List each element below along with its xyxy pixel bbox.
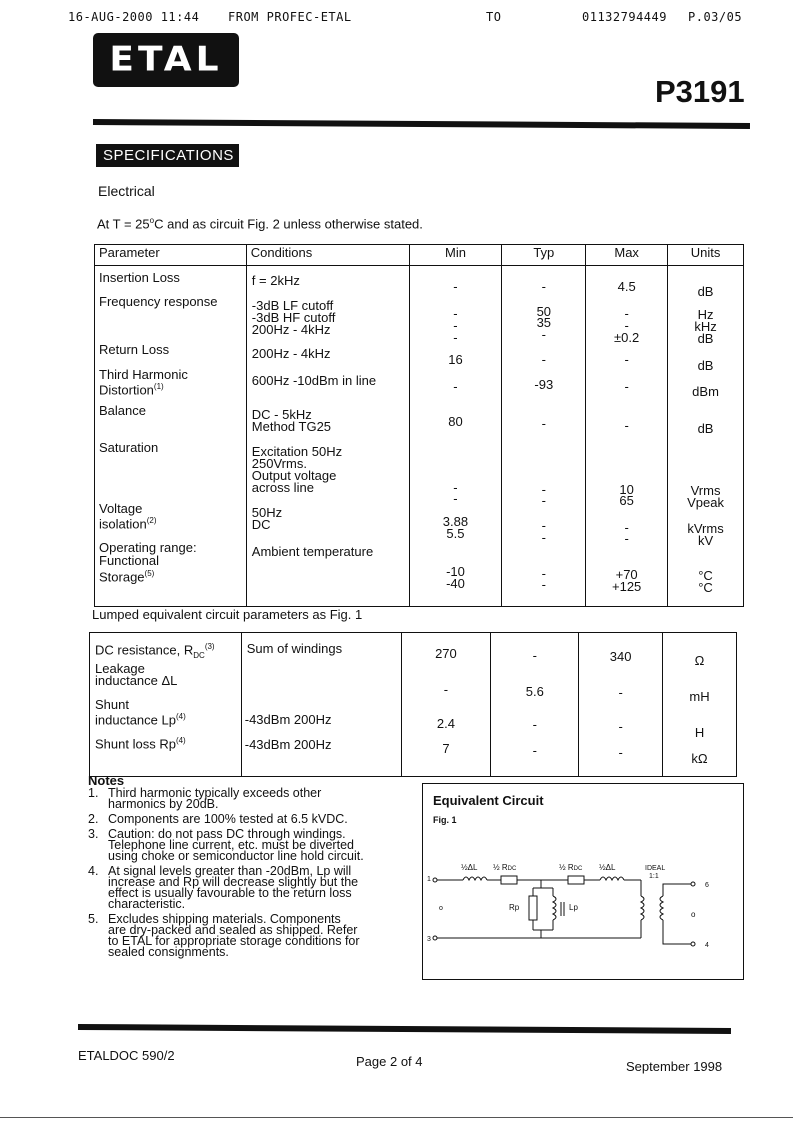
- label-half-rdc-1: ½ RDC: [493, 863, 517, 872]
- max-value: +70: [615, 567, 638, 582]
- cond-text: 600Hz -10dBm in line: [251, 373, 377, 388]
- units-value: kV: [697, 533, 714, 548]
- terminal-1: 1: [427, 876, 431, 883]
- fax-from: FROM PROFEC-ETAL: [228, 10, 352, 24]
- max-value: -: [624, 520, 629, 535]
- label-rp: Rp: [509, 903, 520, 912]
- param-text: inductance ΔL: [95, 673, 178, 688]
- min-value: 3.88: [442, 514, 469, 529]
- header-min: Min: [409, 245, 502, 266]
- min-value: 16: [448, 352, 463, 367]
- note-number: 4.: [88, 864, 99, 878]
- etal-logo: [93, 33, 239, 87]
- typ-value: -: [532, 648, 537, 663]
- max-value: 340: [609, 649, 632, 664]
- cond-text: Method TG25: [251, 419, 332, 434]
- units-value: kHz: [694, 319, 717, 334]
- header-max: Max: [586, 245, 668, 266]
- note-text: using choke or semiconductor line hold circuit.: [108, 849, 364, 863]
- param-text: Balance: [99, 403, 146, 418]
- footer-page: Page 2 of 4: [356, 1054, 423, 1069]
- units-value: Ω: [694, 653, 705, 668]
- cond-text: -43dBm 200Hz: [244, 712, 332, 727]
- max-value: +125: [612, 579, 642, 594]
- max-value: -: [624, 379, 629, 394]
- param-text: isolation$^{(2)}$: [99, 516, 157, 532]
- typ-value: -: [541, 577, 546, 592]
- label-half-rdc-2: ½ RDC: [559, 863, 583, 872]
- fax-page: P.03/05: [688, 10, 743, 24]
- units-value: °C: [698, 568, 713, 583]
- min-value: -: [453, 379, 458, 394]
- note-number: 3.: [88, 827, 99, 841]
- typ-value: -: [532, 743, 537, 758]
- note-text: Third harmonic typically exceeds other: [108, 786, 322, 800]
- specifications-label: SPECIFICATIONS: [96, 144, 239, 167]
- cond-text: Ambient temperature: [251, 544, 374, 559]
- min-value: -40: [446, 576, 465, 591]
- units-value: dBm: [692, 384, 719, 399]
- param-text: Distortion$^{(1)}$: [99, 382, 164, 398]
- max-value: -: [618, 685, 623, 700]
- col-max: [586, 266, 668, 607]
- min-value: 80: [448, 414, 463, 429]
- min-value: -: [443, 682, 449, 697]
- param-text: Frequency response: [99, 294, 218, 309]
- equivalent-circuit-title: Equivalent Circuit: [433, 793, 544, 808]
- max-value: -: [618, 719, 623, 734]
- header-rule: [93, 119, 750, 129]
- fax-number: 01132794449: [582, 10, 667, 24]
- min-value: 270: [435, 646, 457, 661]
- lumped-table: [89, 632, 737, 777]
- units-value: dB: [697, 358, 714, 373]
- typ-value: -: [541, 482, 546, 497]
- min-value: -10: [446, 564, 465, 579]
- col-parameter: [90, 633, 242, 777]
- label-lp: Lp: [569, 903, 578, 912]
- cond-text: 250Vrms.: [251, 456, 307, 471]
- figure-label: Fig. 1: [433, 815, 457, 825]
- param-text: Shunt: [95, 697, 129, 712]
- cond-text: 200Hz - 4kHz: [251, 346, 331, 361]
- min-value: 7: [442, 741, 450, 756]
- label-half-dl-2: ½ΔL: [599, 863, 616, 872]
- max-value: -: [618, 745, 623, 760]
- label-ratio: 1:1: [649, 873, 659, 880]
- col-typ: [491, 633, 579, 777]
- note-text: Components are 100% tested at 6.5 kVDC.: [108, 812, 348, 826]
- col-conditions: [241, 633, 401, 777]
- circuit-diagram: [423, 784, 743, 979]
- typ-value: -: [541, 279, 546, 294]
- units-value: mH: [689, 689, 710, 704]
- notes-section: [88, 773, 388, 959]
- col-min: [409, 266, 502, 607]
- terminal-6: 6: [705, 882, 709, 889]
- typ-value: -: [541, 518, 546, 533]
- note-text: are dry-packed and sealed as shipped. Refer: [108, 923, 358, 937]
- typ-value: 35: [536, 315, 552, 330]
- note-text: effect is usually favourable to the return loss: [108, 886, 352, 900]
- label-half-dl-1: ½ΔL: [461, 863, 478, 872]
- typ-value: -93: [534, 377, 554, 392]
- notes-title: Notes: [88, 773, 125, 788]
- min-value: -: [453, 306, 458, 321]
- max-value: -: [624, 306, 629, 321]
- max-value: 65: [619, 493, 634, 508]
- col-min: [401, 633, 491, 777]
- units-value: Hz: [697, 307, 714, 322]
- max-value: 10: [619, 482, 634, 497]
- units-value: Vpeak: [687, 495, 724, 510]
- units-value: dB: [697, 421, 714, 436]
- units-value: dB: [697, 284, 714, 299]
- param-text: Leakage: [95, 661, 145, 676]
- cond-text: -43dBm 200Hz: [244, 737, 332, 752]
- logo-text: ETAL: [109, 40, 223, 79]
- min-value: -: [453, 491, 458, 506]
- terminal-2: o: [439, 905, 443, 912]
- fax-datetime: 16-AUG-2000 11:44: [68, 10, 200, 24]
- max-value: -: [624, 318, 629, 333]
- typ-value: -: [541, 416, 546, 431]
- footer-doc: ETALDOC 590/2: [78, 1048, 175, 1063]
- typ-value: -: [541, 352, 546, 367]
- param-text: DC resistance, $R_{DC}^{(3)}$: [95, 642, 215, 660]
- terminal-4: 4: [705, 942, 709, 949]
- param-text: Functional: [99, 553, 159, 568]
- min-value: -: [453, 318, 458, 333]
- note-text: Excludes shipping materials. Components: [108, 912, 341, 926]
- note-text: Caution: do not pass DC through windings.: [108, 827, 346, 841]
- footer-rule: [78, 1024, 731, 1034]
- min-value: -: [453, 330, 458, 345]
- param-text: Insertion Loss: [99, 270, 180, 285]
- cond-text: Excitation 50Hz: [251, 444, 343, 459]
- cond-text: across line: [251, 480, 314, 495]
- units-value: kΩ: [691, 751, 708, 766]
- param-text: Third Harmonic: [99, 367, 188, 382]
- max-value: ±0.2: [614, 330, 640, 345]
- typ-value: -: [532, 717, 537, 732]
- specs-table: [94, 244, 744, 607]
- conditions-note: At $T = 25^oC$ and as circuit Fig. 2 unless otherwise stated.: [97, 216, 423, 232]
- typ-value: 50: [536, 304, 552, 319]
- cond-text: DC: [251, 517, 271, 532]
- cond-text: Output voltage: [251, 468, 337, 483]
- min-value: -: [453, 480, 458, 495]
- units-value: H: [694, 725, 705, 740]
- header-typ: Typ: [502, 245, 586, 266]
- param-text: Voltage: [99, 501, 143, 516]
- typ-value: -: [541, 566, 546, 581]
- note-text: sealed consignments.: [108, 945, 229, 959]
- note-text: increase and Rp will decrease slightly but the: [108, 875, 359, 889]
- param-text: Saturation: [99, 440, 159, 455]
- part-number: P3191: [655, 74, 745, 109]
- param-text: Return Loss: [99, 342, 170, 357]
- header-parameter: Parameter: [95, 245, 247, 266]
- note-text: characteristic.: [108, 897, 186, 911]
- typ-value: -: [541, 493, 546, 508]
- param-text: Operating range:: [99, 540, 197, 555]
- cond-text: f = 2kHz: [251, 273, 300, 288]
- terminal-3: 3: [427, 936, 431, 943]
- cond-text: Sum of windings: [246, 641, 343, 656]
- header-units: Units: [668, 245, 744, 266]
- cond-text: 50Hz: [251, 505, 283, 520]
- param-text: inductance Lp$^{(4)}$: [95, 712, 186, 728]
- units-value: dB: [697, 331, 714, 346]
- terminal-5: o: [691, 910, 696, 919]
- label-ideal: IDEAL: [645, 865, 666, 872]
- typ-value: 5.6: [525, 684, 544, 699]
- max-value: 4.5: [617, 279, 636, 294]
- units-value: Vrms: [690, 483, 721, 498]
- col-parameter: [95, 266, 247, 607]
- scan-edge-line: [0, 1117, 793, 1118]
- fax-to: TO: [486, 10, 502, 24]
- max-value: -: [624, 352, 629, 367]
- typ-value: -: [541, 530, 546, 545]
- header-conditions: Conditions: [246, 245, 409, 266]
- cond-text: -3dB HF cutoff: [251, 310, 336, 325]
- note-number: 5.: [88, 912, 99, 926]
- min-value: 2.4: [436, 716, 455, 731]
- col-max: [579, 633, 663, 777]
- subsection-heading: Electrical: [98, 183, 155, 199]
- units-value: kVrms: [687, 521, 724, 536]
- cond-text: DC - 5kHz: [251, 407, 312, 422]
- col-units: [668, 266, 744, 607]
- max-value: -: [624, 531, 629, 546]
- note-text: to ETAL for appropriate storage conditions for: [108, 934, 360, 948]
- col-units: [663, 633, 737, 777]
- note-text: At signal levels greater than -20dBm, Lp will: [108, 864, 352, 878]
- equivalent-circuit-box: [422, 783, 744, 980]
- col-conditions: [246, 266, 409, 607]
- col-typ: [502, 266, 586, 607]
- min-value: -: [453, 279, 458, 294]
- note-number: 1.: [88, 786, 99, 800]
- note-text: harmonics by 20dB.: [108, 797, 219, 811]
- param-text: Shunt loss Rp$^{(4)}$: [95, 736, 186, 752]
- cond-text: 200Hz - 4kHz: [251, 322, 331, 337]
- cond-text: -3dB LF cutoff: [251, 298, 334, 313]
- note-text: Telephone line current, etc. must be diverted: [108, 838, 354, 852]
- footer-date: September 1998: [626, 1059, 723, 1074]
- param-text: Storage$^{(5)}$: [99, 569, 155, 585]
- units-value: °C: [698, 580, 713, 595]
- typ-value: -: [541, 327, 546, 342]
- lumped-title: Lumped equivalent circuit parameters as Fig. 1: [92, 607, 363, 622]
- max-value: -: [624, 418, 629, 433]
- note-number: 2.: [88, 812, 99, 826]
- min-value: 5.5: [446, 526, 465, 541]
